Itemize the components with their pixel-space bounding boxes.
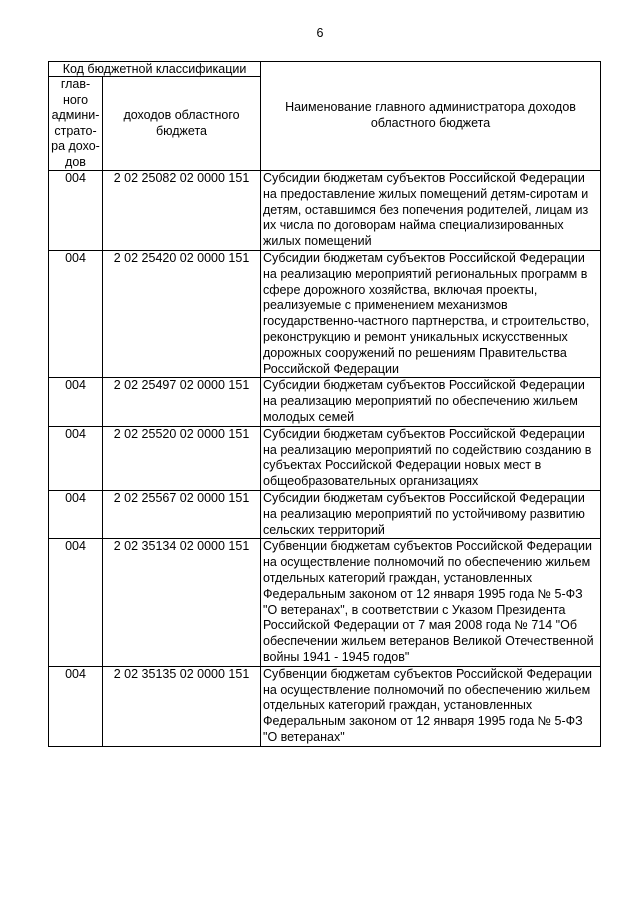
revenue-name-cell: Субвенции бюджетам субъектов Российской Федерации на осуществление полномочий по обеспечению жильем отдельных категорий граждан, установленных Федеральным законом от 12 января 1995 года № 5-ФЗ "О ветеранах"	[261, 666, 601, 746]
revenue-name-cell: Субсидии бюджетам субъектов Российской Федерации на реализацию мероприятий по устойчивому развитию сельских территорий	[261, 490, 601, 538]
table-row	[49, 490, 601, 538]
budget-classification-table	[48, 61, 601, 747]
admin-code-cell: 004	[49, 666, 103, 746]
revenue-code-cell: 2 02 25520 02 0000 151	[103, 426, 261, 490]
header-group-label: Код бюджетной классификации	[49, 62, 261, 77]
header-admin-column: глав- ного админи- страто- ра дохо- дов	[49, 77, 103, 171]
page-number: 6	[316, 26, 324, 40]
revenue-code-cell: 2 02 25497 02 0000 151	[103, 378, 261, 426]
table-row	[49, 378, 601, 426]
revenue-code-cell: 2 02 25567 02 0000 151	[103, 490, 261, 538]
header-row-group	[49, 62, 601, 77]
revenue-name-cell: Субвенции бюджетам субъектов Российской Федерации на осуществление полномочий по обеспечению жильем отдельных категорий граждан, установленных Федеральным законом от 12 января 1995 года № 5-ФЗ "О ветеранах", в соответствии с Указом Президента Российской Федерации от 7 мая 2008 года № 714 "Об обеспечении жильем ветеранов Великой Отечественной войны 1941 - 1945 годов"	[261, 539, 601, 666]
revenue-name-cell: Субсидии бюджетам субъектов Российской Федерации на реализацию мероприятий по обеспечению жильем молодых семей	[261, 378, 601, 426]
header-name-column: Наименование главного администратора доходов областного бюджета	[261, 62, 601, 171]
revenue-name-cell: Субсидии бюджетам субъектов Российской Федерации на предоставление жилых помещений детям-сиротам и детям, оставшимся без попечения родителей, лицам из их числа по договорам найма специализированных жилых помещений	[261, 171, 601, 251]
revenue-code-cell: 2 02 35135 02 0000 151	[103, 666, 261, 746]
table-row	[49, 539, 601, 666]
admin-code-cell: 004	[49, 539, 103, 666]
table-row	[49, 171, 601, 251]
table-row	[49, 250, 601, 377]
table-row	[49, 426, 601, 490]
revenue-code-cell: 2 02 35134 02 0000 151	[103, 539, 261, 666]
admin-code-cell: 004	[49, 250, 103, 377]
table-row	[49, 666, 601, 746]
revenue-code-cell: 2 02 25082 02 0000 151	[103, 171, 261, 251]
admin-code-cell: 004	[49, 426, 103, 490]
admin-code-cell: 004	[49, 171, 103, 251]
header-revenue-column: доходов областного бюджета	[103, 77, 261, 171]
revenue-name-cell: Субсидии бюджетам субъектов Российской Федерации на реализацию мероприятий региональных программ в сфере дорожного хозяйства, включая проекты, реализуемые с применением механизмов государственно-частного партнерства, и строительство, реконструкцию и ремонт уникальных искусственных дорожных сооружений по решениям Правительства Российской Федерации	[261, 250, 601, 377]
revenue-code-cell: 2 02 25420 02 0000 151	[103, 250, 261, 377]
admin-code-cell: 004	[49, 490, 103, 538]
revenue-name-cell: Субсидии бюджетам субъектов Российской Федерации на реализацию мероприятий по содействию созданию в субъектах Российской Федерации новых мест в общеобразовательных организациях	[261, 426, 601, 490]
admin-code-cell: 004	[49, 378, 103, 426]
